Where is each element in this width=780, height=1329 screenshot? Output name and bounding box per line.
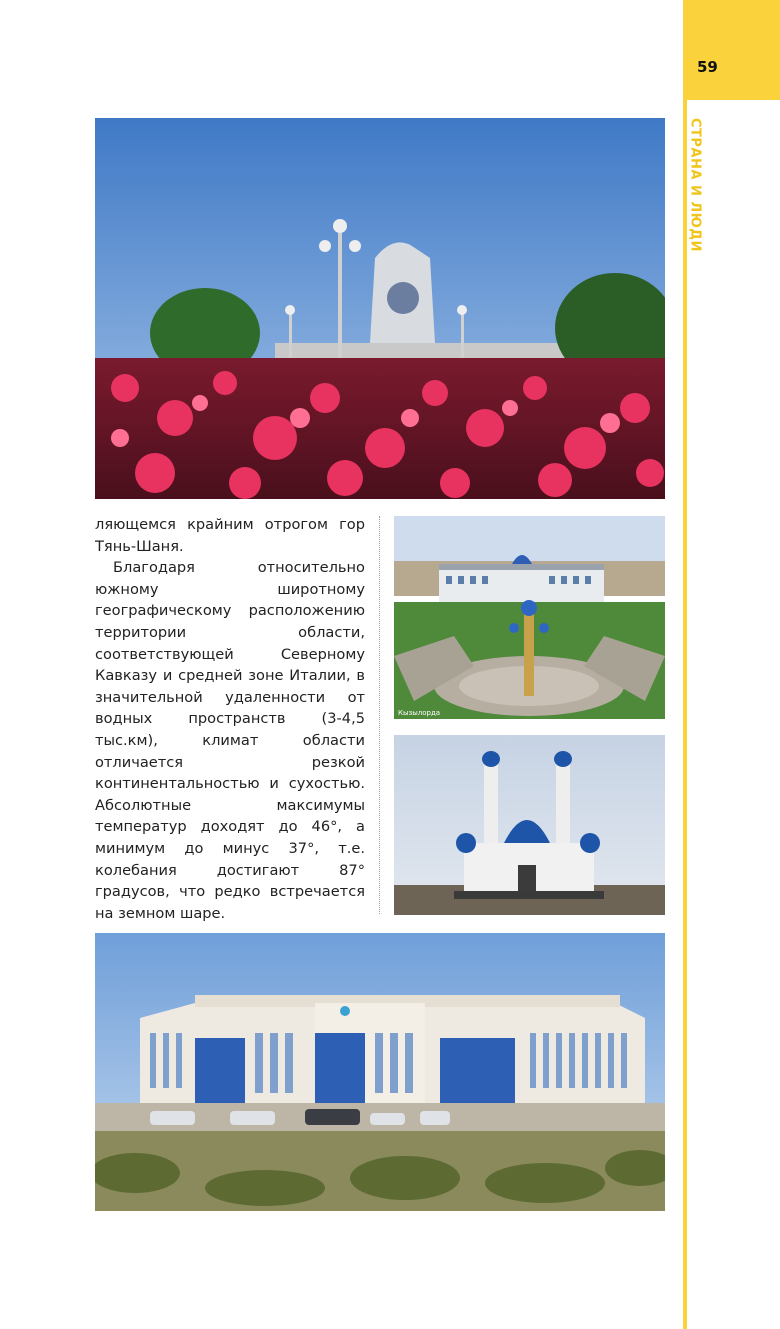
- photo-monument-flowers: [95, 118, 665, 499]
- paragraph-2: Благодаря относительно южному широтному географическому расположению территории области, соответствующей Северному Кавказу и средней зоне Италии, в значительной удаленности от водных пространств (3-4,5 тыс.км), климат области отличается резкой континентальностью и сухостью. Абсолютные максимумы температур доходят до 46°, а минимум до минус 37°, т.е. колебания достигают 87° градусов, что редко встречается на земном шаре.: [95, 559, 365, 922]
- section-title: [683, 118, 707, 258]
- body-text: [95, 514, 365, 924]
- section-title-text: СТРАНА И ЛЮДИ: [687, 118, 703, 252]
- column-divider: [379, 516, 380, 914]
- photo-credit: Кызылорда: [398, 709, 441, 717]
- paragraph-1: ляющемся крайним отрогом гор Тянь-Шаня.: [95, 516, 365, 555]
- page-number: 59: [697, 58, 718, 76]
- page-number-tab: [683, 0, 780, 100]
- photo-city-square: [394, 516, 665, 719]
- photo-admin-building: [95, 933, 665, 1211]
- photo-mosque: [394, 735, 665, 915]
